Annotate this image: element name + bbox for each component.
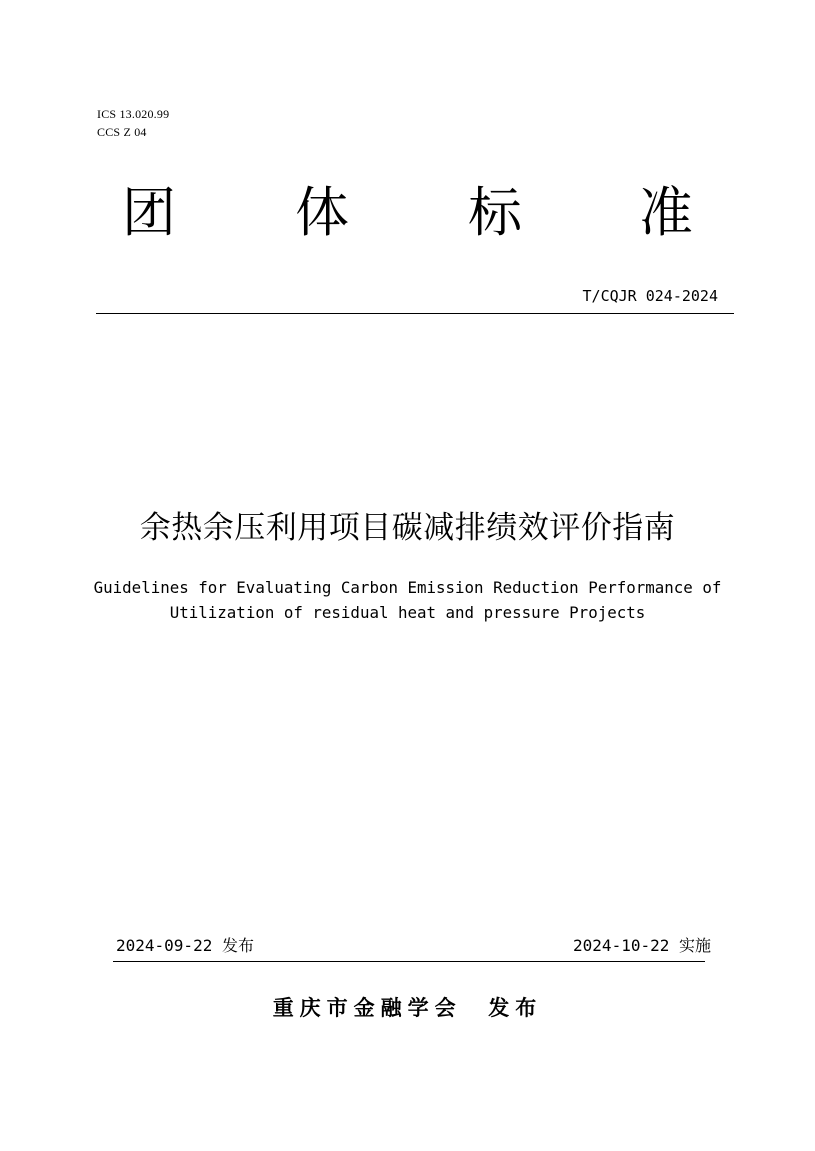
heading-char-3: 标 (468, 181, 522, 244)
ccs-code: CCS Z 04 (97, 125, 147, 139)
publisher: 重庆市金融学会 发布 (272, 996, 543, 1020)
document-title-english-line-2: Utilization of residual heat and pressure Projects (169, 603, 646, 622)
heading-char-2: 体 (295, 181, 349, 244)
heading-char-1: 团 (122, 181, 176, 244)
publish-date: 2024-09-22 发布 (116, 936, 254, 955)
document-title-chinese: 余热余压利用项目碳减排绩效评价指南 (139, 510, 676, 546)
footer-divider (113, 961, 705, 962)
document-title-english-line-1: Guidelines for Evaluating Carbon Emission Reduction Performance of (93, 578, 722, 597)
implement-date: 2024-10-22 实施 (573, 936, 711, 955)
header-divider (96, 313, 734, 314)
heading-char-4: 准 (639, 181, 693, 244)
standard-number: T/CQJR 024-2024 (582, 287, 718, 305)
ics-code: ICS 13.020.99 (97, 107, 170, 121)
